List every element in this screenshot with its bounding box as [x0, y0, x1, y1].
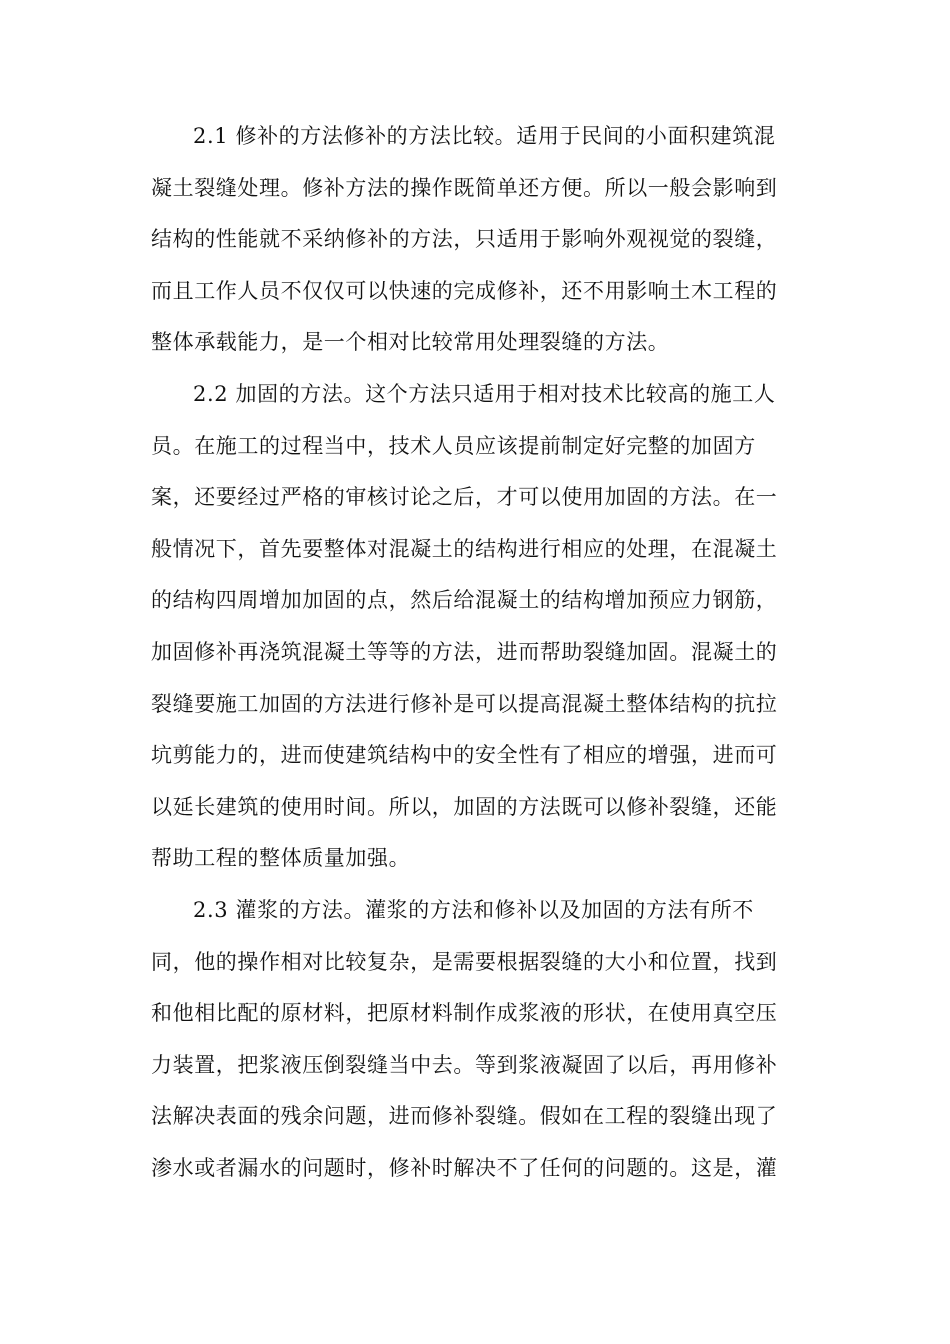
text-line: 坑剪能力的，进而使建筑结构中的安全性有了相应的增强，进而可: [151, 743, 778, 768]
document-body: [151, 118, 799, 1201]
text-line: 力装置，把浆液压倒裂缝当中去。等到浆液凝固了以后，再用修补: [151, 1052, 778, 1077]
paragraph-first-line: 2.3 灌浆的方法。灌浆的方法和修补以及加固的方法有所不: [193, 897, 754, 922]
text-line: 案，还要经过严格的审核讨论之后，才可以使用加固的方法。在一: [151, 485, 778, 510]
text-line: 员。在施工的过程当中，技术人员应该提前制定好完整的加固方: [151, 433, 756, 458]
text-line: 整体承载能力，是一个相对比较常用处理裂缝的方法。: [151, 330, 670, 355]
text-line: 帮助工程的整体质量加强。: [151, 846, 411, 871]
text-line: 渗水或者漏水的问题时，修补时解决不了任何的问题的。这是，灌: [151, 1155, 778, 1180]
text-line: 结构的性能就不采纳修补的方法，只适用于影响外观视觉的裂缝，: [151, 227, 778, 252]
text-line: 而且工作人员不仅仅可以快速的完成修补，还不用影响土木工程的: [151, 278, 778, 303]
text-line: 的结构四周增加加固的点，然后给混凝土的结构增加预应力钢筋，: [151, 588, 778, 613]
text-line: 般情况下，首先要整体对混凝土的结构进行相应的处理，在混凝土: [151, 536, 778, 561]
text-line: 以延长建筑的使用时间。所以，加固的方法既可以修补裂缝，还能: [151, 794, 778, 819]
paragraph-first-line: 2.2 加固的方法。这个方法只适用于相对技术比较高的施工人: [193, 381, 776, 406]
text-line: 加固修补再浇筑混凝土等等的方法，进而帮助裂缝加固。混凝土的: [151, 639, 778, 664]
paragraph-first-line: 2.1 修补的方法修补的方法比较。适用于民间的小面积建筑混: [193, 124, 776, 148]
text-line: 法解决表面的残余问题，进而修补裂缝。假如在工程的裂缝出现了: [151, 1104, 778, 1129]
text-line: 裂缝要施工加固的方法进行修补是可以提高混凝土整体结构的抗拉: [151, 691, 778, 716]
text-line: 凝土裂缝处理。修补方法的操作既简单还方便。所以一般会影响到: [151, 175, 778, 200]
text-line: 和他相比配的原材料，把原材料制作成浆液的形状，在使用真空压: [151, 1001, 778, 1026]
text-line: 同，他的操作相对比较复杂，是需要根据裂缝的大小和位置，找到: [151, 949, 778, 974]
